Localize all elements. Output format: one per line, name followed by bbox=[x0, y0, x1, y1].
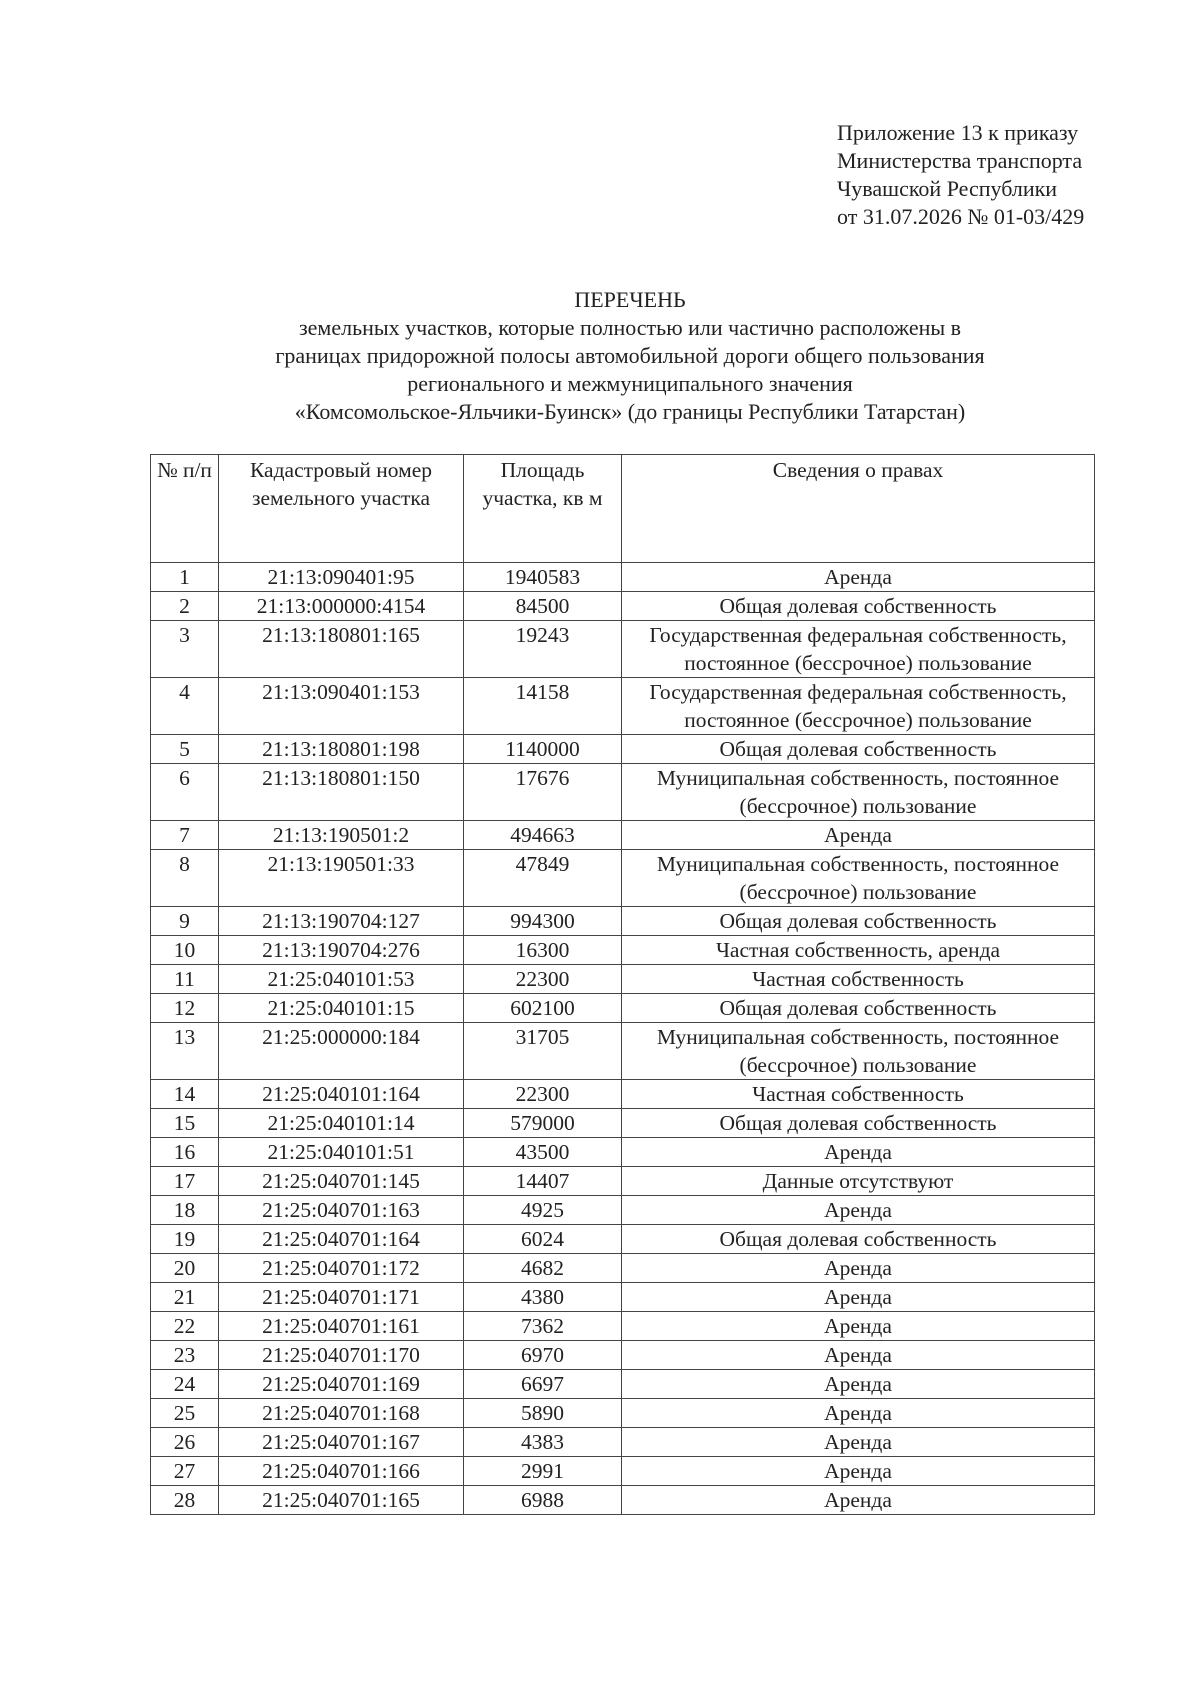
cell-cadastral-number: 21:13:090401:153 bbox=[219, 678, 464, 735]
table-row bbox=[151, 1023, 1095, 1080]
cell-rights: Общая долевая собственность bbox=[622, 735, 1095, 764]
cell-area: 4682 bbox=[464, 1254, 622, 1283]
cell-rights: Частная собственность, аренда bbox=[622, 936, 1095, 965]
cell-cadastral-number: 21:25:040101:53 bbox=[219, 965, 464, 994]
cell-cadastral-number: 21:25:040701:165 bbox=[219, 1486, 464, 1515]
header-number: № п/п bbox=[151, 455, 219, 563]
cell-number: 20 bbox=[151, 1254, 219, 1283]
table-body bbox=[151, 563, 1095, 1515]
cell-rights: Общая долевая собственность bbox=[622, 907, 1095, 936]
cell-number: 26 bbox=[151, 1428, 219, 1457]
cell-number: 3 bbox=[151, 621, 219, 678]
appendix-line: Приложение 13 к приказу bbox=[837, 120, 1079, 145]
cell-rights: Государственная федеральная собственность, постоянное (бессрочное) пользование bbox=[622, 678, 1095, 735]
cell-rights: Аренда bbox=[622, 1457, 1095, 1486]
table-row bbox=[151, 1138, 1095, 1167]
cell-cadastral-number: 21:25:040701:164 bbox=[219, 1225, 464, 1254]
cell-area: 16300 bbox=[464, 936, 622, 965]
cell-number: 7 bbox=[151, 821, 219, 850]
table-row bbox=[151, 1312, 1095, 1341]
cell-cadastral-number: 21:13:000000:4154 bbox=[219, 592, 464, 621]
cell-rights: Аренда bbox=[622, 1138, 1095, 1167]
cell-number: 6 bbox=[151, 764, 219, 821]
cell-number: 17 bbox=[151, 1167, 219, 1196]
header-cadastral-number: Кадастровый номер земельного участка bbox=[219, 455, 464, 563]
table-row bbox=[151, 1457, 1095, 1486]
appendix-line: Чувашской Республики bbox=[837, 176, 1058, 201]
cell-rights: Общая долевая собственность bbox=[622, 1225, 1095, 1254]
cell-cadastral-number: 21:25:040101:164 bbox=[219, 1080, 464, 1109]
cell-area: 47849 bbox=[464, 850, 622, 907]
cell-rights: Данные отсутствуют bbox=[622, 1167, 1095, 1196]
cell-cadastral-number: 21:13:090401:95 bbox=[219, 563, 464, 592]
cell-number: 12 bbox=[151, 994, 219, 1023]
cell-cadastral-number: 21:25:040701:161 bbox=[219, 1312, 464, 1341]
cell-area: 5890 bbox=[464, 1399, 622, 1428]
cell-cadastral-number: 21:25:040701:171 bbox=[219, 1283, 464, 1312]
cell-area: 1940583 bbox=[464, 563, 622, 592]
cell-rights: Частная собственность bbox=[622, 1080, 1095, 1109]
cell-cadastral-number: 21:25:040101:15 bbox=[219, 994, 464, 1023]
table-header-row bbox=[151, 455, 1095, 563]
cell-rights: Муниципальная собственность, постоянное (бессрочное) пользование bbox=[622, 850, 1095, 907]
cell-cadastral-number: 21:25:040701:145 bbox=[219, 1167, 464, 1196]
table-row bbox=[151, 621, 1095, 678]
table-row bbox=[151, 965, 1095, 994]
cell-area: 43500 bbox=[464, 1138, 622, 1167]
table-row bbox=[151, 563, 1095, 592]
table-row bbox=[151, 678, 1095, 735]
land-plots-table bbox=[150, 454, 1095, 1515]
appendix-reference bbox=[837, 119, 1084, 231]
cell-area: 4383 bbox=[464, 1428, 622, 1457]
cell-rights: Аренда bbox=[622, 1486, 1095, 1515]
header-rights: Сведения о правах bbox=[622, 455, 1095, 563]
table-row bbox=[151, 1254, 1095, 1283]
cell-number: 22 bbox=[151, 1312, 219, 1341]
cell-rights: Аренда bbox=[622, 1283, 1095, 1312]
cell-number: 16 bbox=[151, 1138, 219, 1167]
cell-number: 1 bbox=[151, 563, 219, 592]
cell-cadastral-number: 21:25:040701:172 bbox=[219, 1254, 464, 1283]
cell-rights: Общая долевая собственность bbox=[622, 1109, 1095, 1138]
table-row bbox=[151, 592, 1095, 621]
cell-number: 28 bbox=[151, 1486, 219, 1515]
table-row bbox=[151, 850, 1095, 907]
cell-number: 13 bbox=[151, 1023, 219, 1080]
cell-rights: Аренда bbox=[622, 1196, 1095, 1225]
heading-line: «Комсомольское-Яльчики-Буинск» (до границы Республики Татарстан) bbox=[294, 399, 966, 424]
cell-number: 5 bbox=[151, 735, 219, 764]
cell-area: 14158 bbox=[464, 678, 622, 735]
cell-number: 8 bbox=[151, 850, 219, 907]
cell-number: 9 bbox=[151, 907, 219, 936]
cell-area: 17676 bbox=[464, 764, 622, 821]
cell-rights: Общая долевая собственность bbox=[622, 994, 1095, 1023]
cell-cadastral-number: 21:13:180801:165 bbox=[219, 621, 464, 678]
cell-rights: Аренда bbox=[622, 1370, 1095, 1399]
cell-number: 2 bbox=[151, 592, 219, 621]
cell-rights: Аренда bbox=[622, 1428, 1095, 1457]
table-row bbox=[151, 907, 1095, 936]
cell-cadastral-number: 21:25:040101:14 bbox=[219, 1109, 464, 1138]
appendix-line: от 31.07.2026 № 01-03/429 bbox=[837, 204, 1085, 229]
cell-area: 6697 bbox=[464, 1370, 622, 1399]
cell-number: 24 bbox=[151, 1370, 219, 1399]
cell-rights: Аренда bbox=[622, 1399, 1095, 1428]
cell-cadastral-number: 21:25:040701:169 bbox=[219, 1370, 464, 1399]
table-row bbox=[151, 1196, 1095, 1225]
cell-area: 14407 bbox=[464, 1167, 622, 1196]
cell-cadastral-number: 21:13:190704:276 bbox=[219, 936, 464, 965]
table-row bbox=[151, 821, 1095, 850]
cell-cadastral-number: 21:13:190501:2 bbox=[219, 821, 464, 850]
cell-area: 19243 bbox=[464, 621, 622, 678]
cell-area: 22300 bbox=[464, 965, 622, 994]
heading-line: границах придорожной полосы автомобильной дороги общего пользования bbox=[275, 343, 985, 368]
cell-number: 23 bbox=[151, 1341, 219, 1370]
cell-rights: Аренда bbox=[622, 1312, 1095, 1341]
cell-area: 7362 bbox=[464, 1312, 622, 1341]
cell-area: 494663 bbox=[464, 821, 622, 850]
cell-cadastral-number: 21:25:000000:184 bbox=[219, 1023, 464, 1080]
table-row bbox=[151, 1225, 1095, 1254]
table-row bbox=[151, 764, 1095, 821]
table-row bbox=[151, 1080, 1095, 1109]
cell-cadastral-number: 21:25:040701:167 bbox=[219, 1428, 464, 1457]
cell-number: 27 bbox=[151, 1457, 219, 1486]
cell-area: 4925 bbox=[464, 1196, 622, 1225]
cell-area: 31705 bbox=[464, 1023, 622, 1080]
cell-rights: Общая долевая собственность bbox=[622, 592, 1095, 621]
cell-area: 6970 bbox=[464, 1341, 622, 1370]
cell-area: 6024 bbox=[464, 1225, 622, 1254]
cell-cadastral-number: 21:13:190704:127 bbox=[219, 907, 464, 936]
cell-number: 4 bbox=[151, 678, 219, 735]
cell-cadastral-number: 21:13:180801:150 bbox=[219, 764, 464, 821]
cell-number: 25 bbox=[151, 1399, 219, 1428]
cell-area: 2991 bbox=[464, 1457, 622, 1486]
table-row bbox=[151, 1341, 1095, 1370]
heading-line: земельных участков, которые полностью или частично расположены в bbox=[298, 315, 962, 340]
cell-number: 21 bbox=[151, 1283, 219, 1312]
table-row bbox=[151, 1283, 1095, 1312]
cell-rights: Частная собственность bbox=[622, 965, 1095, 994]
appendix-line: Министерства транспорта bbox=[837, 148, 1083, 173]
cell-area: 22300 bbox=[464, 1080, 622, 1109]
table-row bbox=[151, 1486, 1095, 1515]
cell-cadastral-number: 21:13:180801:198 bbox=[219, 735, 464, 764]
table-row bbox=[151, 1109, 1095, 1138]
cell-cadastral-number: 21:25:040701:163 bbox=[219, 1196, 464, 1225]
cell-rights: Аренда bbox=[622, 821, 1095, 850]
table-row bbox=[151, 1167, 1095, 1196]
header-area: Площадь участка, кв м bbox=[464, 455, 622, 563]
cell-cadastral-number: 21:13:190501:33 bbox=[219, 850, 464, 907]
table-row bbox=[151, 936, 1095, 965]
table-row bbox=[151, 1370, 1095, 1399]
cell-rights: Аренда bbox=[622, 1254, 1095, 1283]
cell-rights: Государственная федеральная собственность, постоянное (бессрочное) пользование bbox=[622, 621, 1095, 678]
cell-area: 579000 bbox=[464, 1109, 622, 1138]
cell-rights: Муниципальная собственность, постоянное (бессрочное) пользование bbox=[622, 764, 1095, 821]
document-title: ПЕРЕЧЕНЬ bbox=[574, 287, 686, 312]
cell-area: 602100 bbox=[464, 994, 622, 1023]
cell-number: 18 bbox=[151, 1196, 219, 1225]
cell-cadastral-number: 21:25:040101:51 bbox=[219, 1138, 464, 1167]
table-row bbox=[151, 735, 1095, 764]
cell-rights: Аренда bbox=[622, 1341, 1095, 1370]
cell-cadastral-number: 21:25:040701:168 bbox=[219, 1399, 464, 1428]
cell-area: 6988 bbox=[464, 1486, 622, 1515]
cell-area: 994300 bbox=[464, 907, 622, 936]
table-row bbox=[151, 1428, 1095, 1457]
cell-number: 19 bbox=[151, 1225, 219, 1254]
cell-number: 14 bbox=[151, 1080, 219, 1109]
cell-cadastral-number: 21:25:040701:166 bbox=[219, 1457, 464, 1486]
table-row bbox=[151, 994, 1095, 1023]
cell-area: 84500 bbox=[464, 592, 622, 621]
cell-area: 1140000 bbox=[464, 735, 622, 764]
cell-number: 11 bbox=[151, 965, 219, 994]
cell-rights: Муниципальная собственность, постоянное (бессрочное) пользование bbox=[622, 1023, 1095, 1080]
table-row bbox=[151, 1399, 1095, 1428]
cell-cadastral-number: 21:25:040701:170 bbox=[219, 1341, 464, 1370]
cell-rights: Аренда bbox=[622, 563, 1095, 592]
cell-area: 4380 bbox=[464, 1283, 622, 1312]
document-heading bbox=[160, 286, 1100, 426]
cell-number: 10 bbox=[151, 936, 219, 965]
cell-number: 15 bbox=[151, 1109, 219, 1138]
heading-line: регионального и межмуниципального значения bbox=[407, 371, 853, 396]
